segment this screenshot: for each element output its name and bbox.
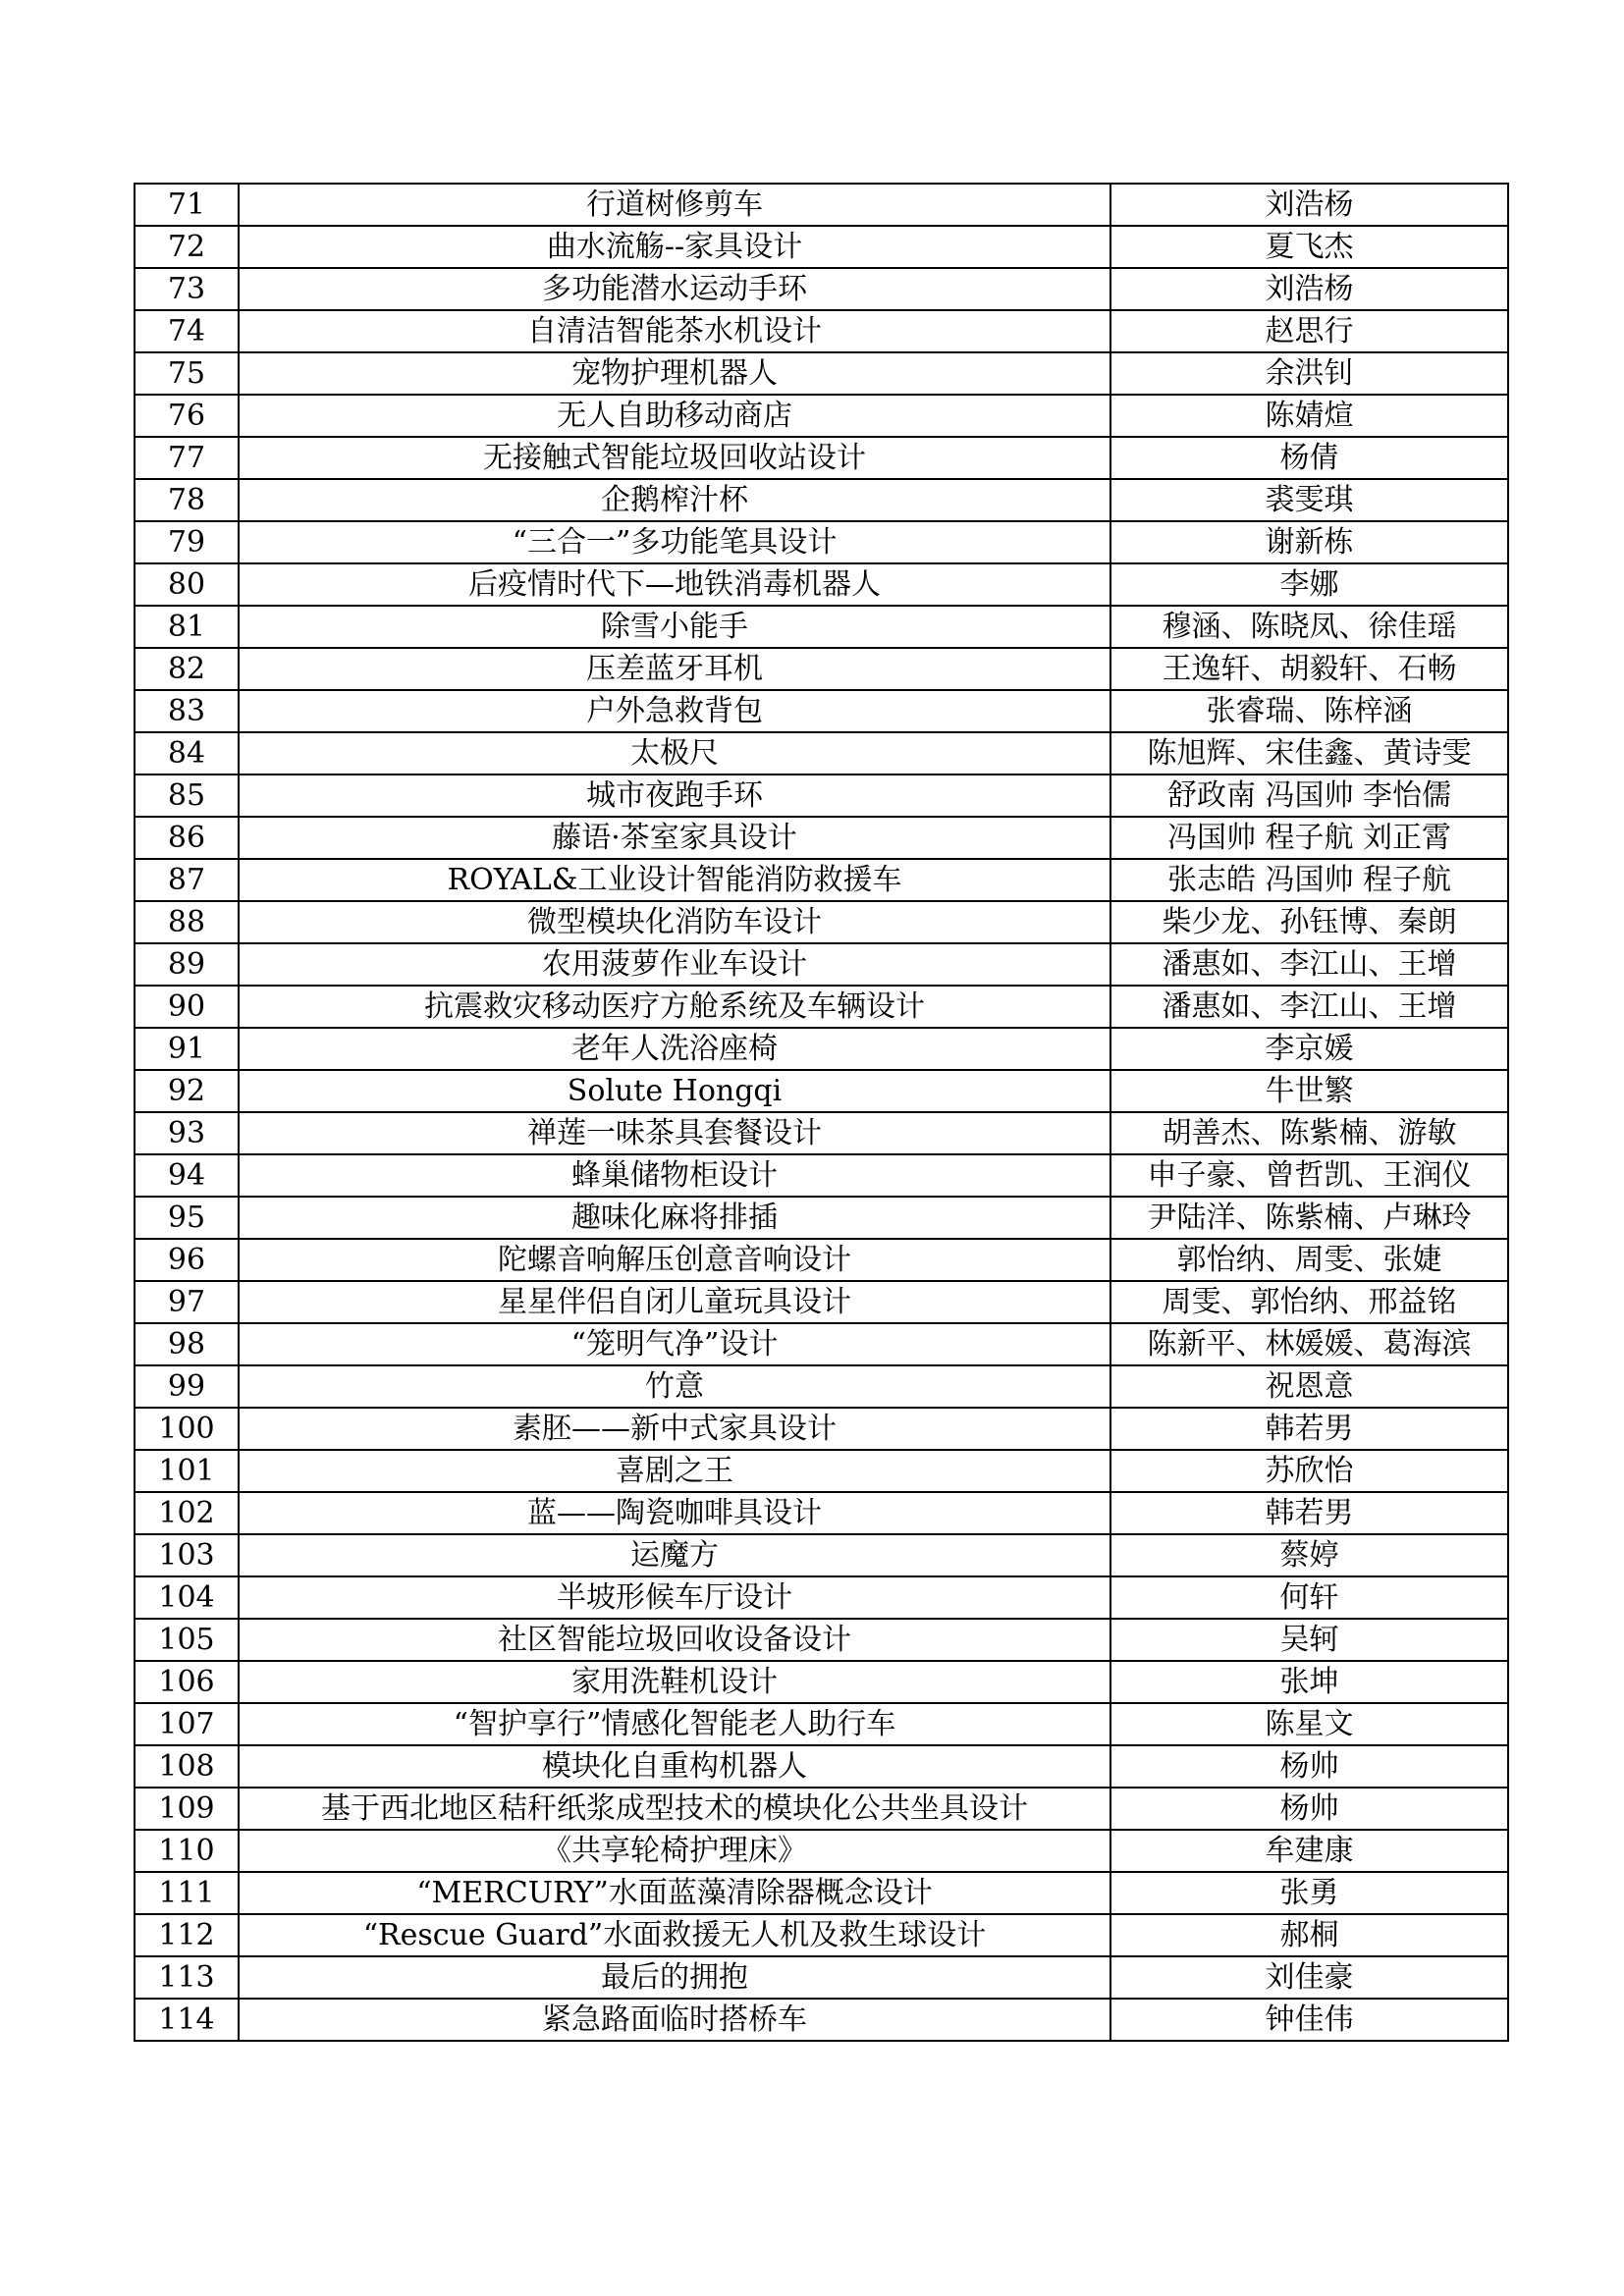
row-number-cell: 84 (135, 732, 239, 774)
project-title-cell: “三合一”多功能笔具设计 (239, 521, 1110, 563)
row-number-cell: 107 (135, 1703, 239, 1745)
authors-cell: 刘浩杨 (1110, 268, 1508, 310)
project-title-cell: 社区智能垃圾回收设备设计 (239, 1619, 1110, 1661)
table-row (135, 1281, 1508, 1323)
table-row (135, 1239, 1508, 1281)
table-row (135, 1914, 1508, 1956)
authors-cell: 张勇 (1110, 1872, 1508, 1914)
authors-cell: 柴少龙、孙钰博、秦朗 (1110, 901, 1508, 943)
row-number-cell: 93 (135, 1112, 239, 1154)
table-row (135, 1576, 1508, 1619)
project-title-cell: 宠物护理机器人 (239, 352, 1110, 395)
table-row (135, 1703, 1508, 1745)
row-number-cell: 111 (135, 1872, 239, 1914)
table-row (135, 310, 1508, 352)
project-title-cell: 陀螺音响解压创意音响设计 (239, 1239, 1110, 1281)
table-row (135, 1028, 1508, 1070)
project-title-cell: 太极尺 (239, 732, 1110, 774)
table-row (135, 901, 1508, 943)
row-number-cell: 110 (135, 1830, 239, 1872)
row-number-cell: 71 (135, 184, 239, 226)
table-row (135, 986, 1508, 1028)
authors-cell: 潘惠如、李江山、王增 (1110, 943, 1508, 986)
project-title-cell: 素胚——新中式家具设计 (239, 1408, 1110, 1450)
table-row (135, 437, 1508, 479)
authors-cell: 牟建康 (1110, 1830, 1508, 1872)
project-title-cell: 多功能潜水运动手环 (239, 268, 1110, 310)
table-row (135, 1450, 1508, 1492)
row-number-cell: 104 (135, 1576, 239, 1619)
row-number-cell: 97 (135, 1281, 239, 1323)
project-title-cell: 半坡形候车厅设计 (239, 1576, 1110, 1619)
authors-cell: 夏飞杰 (1110, 226, 1508, 268)
row-number-cell: 109 (135, 1788, 239, 1830)
authors-cell: 韩若男 (1110, 1492, 1508, 1534)
project-title-cell: 蜂巢储物柜设计 (239, 1154, 1110, 1197)
table-row (135, 563, 1508, 606)
authors-cell: 陈婧煊 (1110, 395, 1508, 437)
entries-table (134, 183, 1509, 2042)
authors-cell: 张睿瑞、陈梓涵 (1110, 690, 1508, 732)
table-row (135, 690, 1508, 732)
authors-cell: 陈星文 (1110, 1703, 1508, 1745)
project-title-cell: 趣味化麻将排插 (239, 1197, 1110, 1239)
authors-cell: 陈旭辉、宋佳鑫、黄诗雯 (1110, 732, 1508, 774)
authors-cell: 谢新栋 (1110, 521, 1508, 563)
authors-cell: 杨帅 (1110, 1788, 1508, 1830)
table-row (135, 859, 1508, 901)
table-row (135, 1408, 1508, 1450)
project-title-cell: 户外急救背包 (239, 690, 1110, 732)
project-title-cell: 竹意 (239, 1365, 1110, 1408)
row-number-cell: 81 (135, 606, 239, 648)
row-number-cell: 79 (135, 521, 239, 563)
row-number-cell: 114 (135, 1999, 239, 2041)
row-number-cell: 103 (135, 1534, 239, 1576)
project-title-cell: 农用菠萝作业车设计 (239, 943, 1110, 986)
project-title-cell: 自清洁智能茶水机设计 (239, 310, 1110, 352)
table-row (135, 732, 1508, 774)
table-row (135, 774, 1508, 817)
table-row (135, 521, 1508, 563)
authors-cell: 韩若男 (1110, 1408, 1508, 1450)
project-title-cell: 无人自助移动商店 (239, 395, 1110, 437)
row-number-cell: 102 (135, 1492, 239, 1534)
authors-cell: 祝恩意 (1110, 1365, 1508, 1408)
project-title-cell: 微型模块化消防车设计 (239, 901, 1110, 943)
project-title-cell: 老年人洗浴座椅 (239, 1028, 1110, 1070)
table-row (135, 226, 1508, 268)
project-title-cell: Solute Hongqi (239, 1070, 1110, 1112)
authors-cell: 余洪钊 (1110, 352, 1508, 395)
authors-cell: 周雯、郭怡纳、邢益铭 (1110, 1281, 1508, 1323)
authors-cell: 李娜 (1110, 563, 1508, 606)
authors-cell: 杨帅 (1110, 1745, 1508, 1788)
row-number-cell: 85 (135, 774, 239, 817)
table-row (135, 268, 1508, 310)
row-number-cell: 76 (135, 395, 239, 437)
row-number-cell: 88 (135, 901, 239, 943)
table-row (135, 1365, 1508, 1408)
row-number-cell: 106 (135, 1661, 239, 1703)
authors-cell: 杨倩 (1110, 437, 1508, 479)
row-number-cell: 77 (135, 437, 239, 479)
row-number-cell: 74 (135, 310, 239, 352)
project-title-cell: 《共享轮椅护理床》 (239, 1830, 1110, 1872)
project-title-cell: 喜剧之王 (239, 1450, 1110, 1492)
authors-cell: 陈新平、林媛媛、葛海滨 (1110, 1323, 1508, 1365)
authors-cell: 何轩 (1110, 1576, 1508, 1619)
table-row (135, 1745, 1508, 1788)
row-number-cell: 91 (135, 1028, 239, 1070)
project-title-cell: 压差蓝牙耳机 (239, 648, 1110, 690)
table-row (135, 1872, 1508, 1914)
project-title-cell: 禅莲一味茶具套餐设计 (239, 1112, 1110, 1154)
table-row (135, 943, 1508, 986)
table-row (135, 1788, 1508, 1830)
row-number-cell: 99 (135, 1365, 239, 1408)
row-number-cell: 92 (135, 1070, 239, 1112)
row-number-cell: 86 (135, 817, 239, 859)
authors-cell: 钟佳伟 (1110, 1999, 1508, 2041)
table-row (135, 1154, 1508, 1197)
authors-cell: 郝桐 (1110, 1914, 1508, 1956)
row-number-cell: 108 (135, 1745, 239, 1788)
table-row (135, 817, 1508, 859)
project-title-cell: 紧急路面临时搭桥车 (239, 1999, 1110, 2041)
authors-cell: 胡善杰、陈紫楠、游敏 (1110, 1112, 1508, 1154)
authors-cell: 穆涵、陈晓凤、徐佳瑶 (1110, 606, 1508, 648)
authors-cell: 郭怡纳、周雯、张婕 (1110, 1239, 1508, 1281)
project-title-cell: 行道树修剪车 (239, 184, 1110, 226)
row-number-cell: 101 (135, 1450, 239, 1492)
table-row (135, 1830, 1508, 1872)
table-row (135, 648, 1508, 690)
authors-cell: 冯国帅 程子航 刘正霄 (1110, 817, 1508, 859)
table-row (135, 1197, 1508, 1239)
authors-cell: 舒政南 冯国帅 李怡儒 (1110, 774, 1508, 817)
row-number-cell: 72 (135, 226, 239, 268)
project-title-cell: 城市夜跑手环 (239, 774, 1110, 817)
project-title-cell: “Rescue Guard”水面救援无人机及救生球设计 (239, 1914, 1110, 1956)
row-number-cell: 90 (135, 986, 239, 1028)
table-row (135, 1999, 1508, 2041)
row-number-cell: 100 (135, 1408, 239, 1450)
row-number-cell: 87 (135, 859, 239, 901)
table-row (135, 395, 1508, 437)
row-number-cell: 80 (135, 563, 239, 606)
table-row (135, 184, 1508, 226)
row-number-cell: 73 (135, 268, 239, 310)
authors-cell: 吴轲 (1110, 1619, 1508, 1661)
row-number-cell: 82 (135, 648, 239, 690)
project-title-cell: 无接触式智能垃圾回收站设计 (239, 437, 1110, 479)
project-title-cell: “笼明气净”设计 (239, 1323, 1110, 1365)
project-title-cell: 曲水流觞--家具设计 (239, 226, 1110, 268)
row-number-cell: 95 (135, 1197, 239, 1239)
project-title-cell: 企鹅榨汁杯 (239, 479, 1110, 521)
project-title-cell: 基于西北地区秸秆纸浆成型技术的模块化公共坐具设计 (239, 1788, 1110, 1830)
table-row (135, 479, 1508, 521)
authors-cell: 赵思行 (1110, 310, 1508, 352)
authors-cell: 潘惠如、李江山、王增 (1110, 986, 1508, 1028)
authors-cell: 尹陆洋、陈紫楠、卢琳玲 (1110, 1197, 1508, 1239)
row-number-cell: 98 (135, 1323, 239, 1365)
project-title-cell: ROYAL&工业设计智能消防救援车 (239, 859, 1110, 901)
entries-table-body (135, 184, 1508, 2041)
project-title-cell: 藤语·茶室家具设计 (239, 817, 1110, 859)
authors-cell: 李京媛 (1110, 1028, 1508, 1070)
project-title-cell: 星星伴侣自闭儿童玩具设计 (239, 1281, 1110, 1323)
table-row (135, 1661, 1508, 1703)
project-title-cell: 蓝——陶瓷咖啡具设计 (239, 1492, 1110, 1534)
table-row (135, 1323, 1508, 1365)
authors-cell: 刘浩杨 (1110, 184, 1508, 226)
project-title-cell: 家用洗鞋机设计 (239, 1661, 1110, 1703)
project-title-cell: 抗震救灾移动医疗方舱系统及车辆设计 (239, 986, 1110, 1028)
table-row (135, 1534, 1508, 1576)
authors-cell: 刘佳豪 (1110, 1956, 1508, 1999)
row-number-cell: 112 (135, 1914, 239, 1956)
authors-cell: 张坤 (1110, 1661, 1508, 1703)
row-number-cell: 78 (135, 479, 239, 521)
table-row (135, 352, 1508, 395)
authors-cell: 牛世繁 (1110, 1070, 1508, 1112)
project-title-cell: “MERCURY”水面蓝藻清除器概念设计 (239, 1872, 1110, 1914)
project-title-cell: 除雪小能手 (239, 606, 1110, 648)
authors-cell: 苏欣怡 (1110, 1450, 1508, 1492)
authors-cell: 蔡婷 (1110, 1534, 1508, 1576)
table-row (135, 1956, 1508, 1999)
authors-cell: 张志皓 冯国帅 程子航 (1110, 859, 1508, 901)
row-number-cell: 83 (135, 690, 239, 732)
table-row (135, 1112, 1508, 1154)
project-title-cell: “智护享行”情感化智能老人助行车 (239, 1703, 1110, 1745)
table-row (135, 1070, 1508, 1112)
row-number-cell: 105 (135, 1619, 239, 1661)
row-number-cell: 89 (135, 943, 239, 986)
row-number-cell: 96 (135, 1239, 239, 1281)
row-number-cell: 94 (135, 1154, 239, 1197)
table-row (135, 1492, 1508, 1534)
row-number-cell: 113 (135, 1956, 239, 1999)
authors-cell: 王逸轩、胡毅轩、石畅 (1110, 648, 1508, 690)
project-title-cell: 最后的拥抱 (239, 1956, 1110, 1999)
table-row (135, 1619, 1508, 1661)
authors-cell: 申子豪、曾哲凯、王润仪 (1110, 1154, 1508, 1197)
project-title-cell: 运魔方 (239, 1534, 1110, 1576)
project-title-cell: 模块化自重构机器人 (239, 1745, 1110, 1788)
authors-cell: 裘雯琪 (1110, 479, 1508, 521)
project-title-cell: 后疫情时代下—地铁消毒机器人 (239, 563, 1110, 606)
table-row (135, 606, 1508, 648)
row-number-cell: 75 (135, 352, 239, 395)
